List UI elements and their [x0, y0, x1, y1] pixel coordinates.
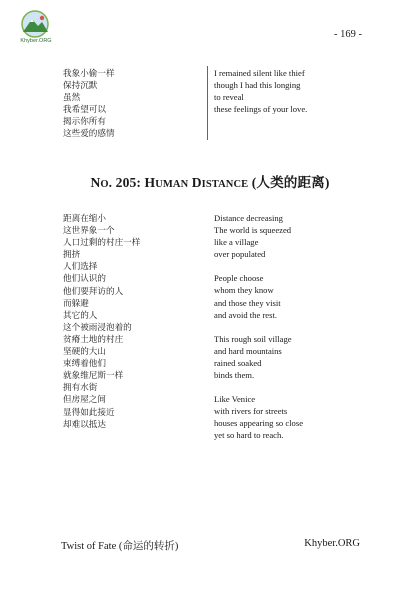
poem-line: with rivers for streets [214, 406, 288, 417]
logo-caption: Khyber.ORG [20, 38, 52, 44]
title-part: O [100, 179, 109, 190]
poem-line: yet so hard to reach. [214, 430, 284, 441]
title-part: H [144, 175, 156, 190]
footer-book-title: Twist of Fate (命运的转折) [61, 541, 179, 552]
poem-line: these feelings of your love. [214, 104, 308, 115]
poem-english [214, 212, 303, 454]
poem-line: 束缚着他们 [63, 358, 106, 369]
poem-line: to reveal [214, 92, 244, 103]
poem-line: People choose [214, 273, 264, 284]
poem-line: 就象维尼斯一样 [63, 370, 124, 381]
poem-line: rained soaked [214, 357, 262, 368]
poem-line: 贫瘠土地的村庄 [63, 333, 124, 344]
poem-line: Like Venice [214, 394, 256, 405]
poem-line: 虽然 [63, 92, 81, 103]
title-part: ISTANCE [201, 179, 249, 190]
poem-line: 他们要拜访的人 [63, 285, 124, 296]
poem-line: 这些爱的感情 [63, 128, 115, 139]
page-number: - 169 - [334, 29, 362, 40]
poem-line: The world is squeezed [214, 225, 292, 236]
poem-line: 坚硬的大山 [63, 346, 106, 357]
poem-line: Distance decreasing [214, 213, 283, 223]
top-poem-english [214, 67, 307, 115]
poem-line: like a village [214, 237, 259, 248]
poem-line: 我象小偷一样 [63, 68, 115, 78]
poem-line: 距离在缩小 [63, 213, 106, 223]
poem-line: whom they know [214, 285, 274, 296]
poem-line: 拥有水街 [63, 382, 98, 393]
mountain-logo-icon [18, 10, 52, 40]
poem-line: 他们认识的 [63, 273, 106, 284]
stanza [214, 212, 303, 260]
title-part: D [188, 175, 202, 190]
poem-title [0, 171, 420, 191]
poem-line: 揭示你所有 [63, 116, 106, 127]
poem-line: and avoid the rest. [214, 309, 278, 320]
poem-line: 显得如此接近 [63, 406, 115, 417]
poem-line: 而躲避 [63, 297, 89, 308]
poem-line: over populated [214, 249, 266, 260]
poem-line: 其它的人 [63, 309, 98, 320]
poem-line: 拥挤 [63, 249, 81, 260]
poem-line: 人们选择 [63, 261, 98, 272]
title-part: . 205: [108, 175, 145, 190]
poem-line: 这个被雨浸泡着的 [63, 321, 132, 332]
khyber-logo [18, 10, 52, 52]
stanza [214, 333, 303, 381]
stanza [214, 393, 303, 441]
poem-chinese [63, 212, 140, 430]
poem-line: I remained silent like thief [214, 68, 305, 78]
title-part: UMAN [155, 179, 189, 190]
poem-line: This rough soil village [214, 333, 292, 344]
poem-line: 我希望可以 [63, 104, 106, 115]
poem-line: and those they visit [214, 297, 281, 308]
column-divider [207, 66, 208, 140]
top-poem-chinese [63, 67, 115, 140]
poem-line: 人口过剩的村庄一样 [63, 237, 141, 248]
poem-line: 保持沉默 [63, 80, 98, 91]
poem-line: 却难以抵达 [63, 418, 106, 429]
title-part: (人类的距离) [248, 175, 330, 190]
footer-site: Khyber.ORG [304, 538, 360, 549]
poem-line: 但房屋之间 [63, 394, 106, 405]
stanza [214, 272, 303, 320]
poem-line: 这世界象一个 [63, 225, 115, 236]
poem-line: though I had this longing [214, 80, 301, 91]
poem-line: and hard mountains [214, 345, 282, 356]
poem-line: houses appearing so close [214, 418, 304, 429]
poem-line: binds them. [214, 370, 255, 381]
title-part: N [90, 175, 101, 190]
